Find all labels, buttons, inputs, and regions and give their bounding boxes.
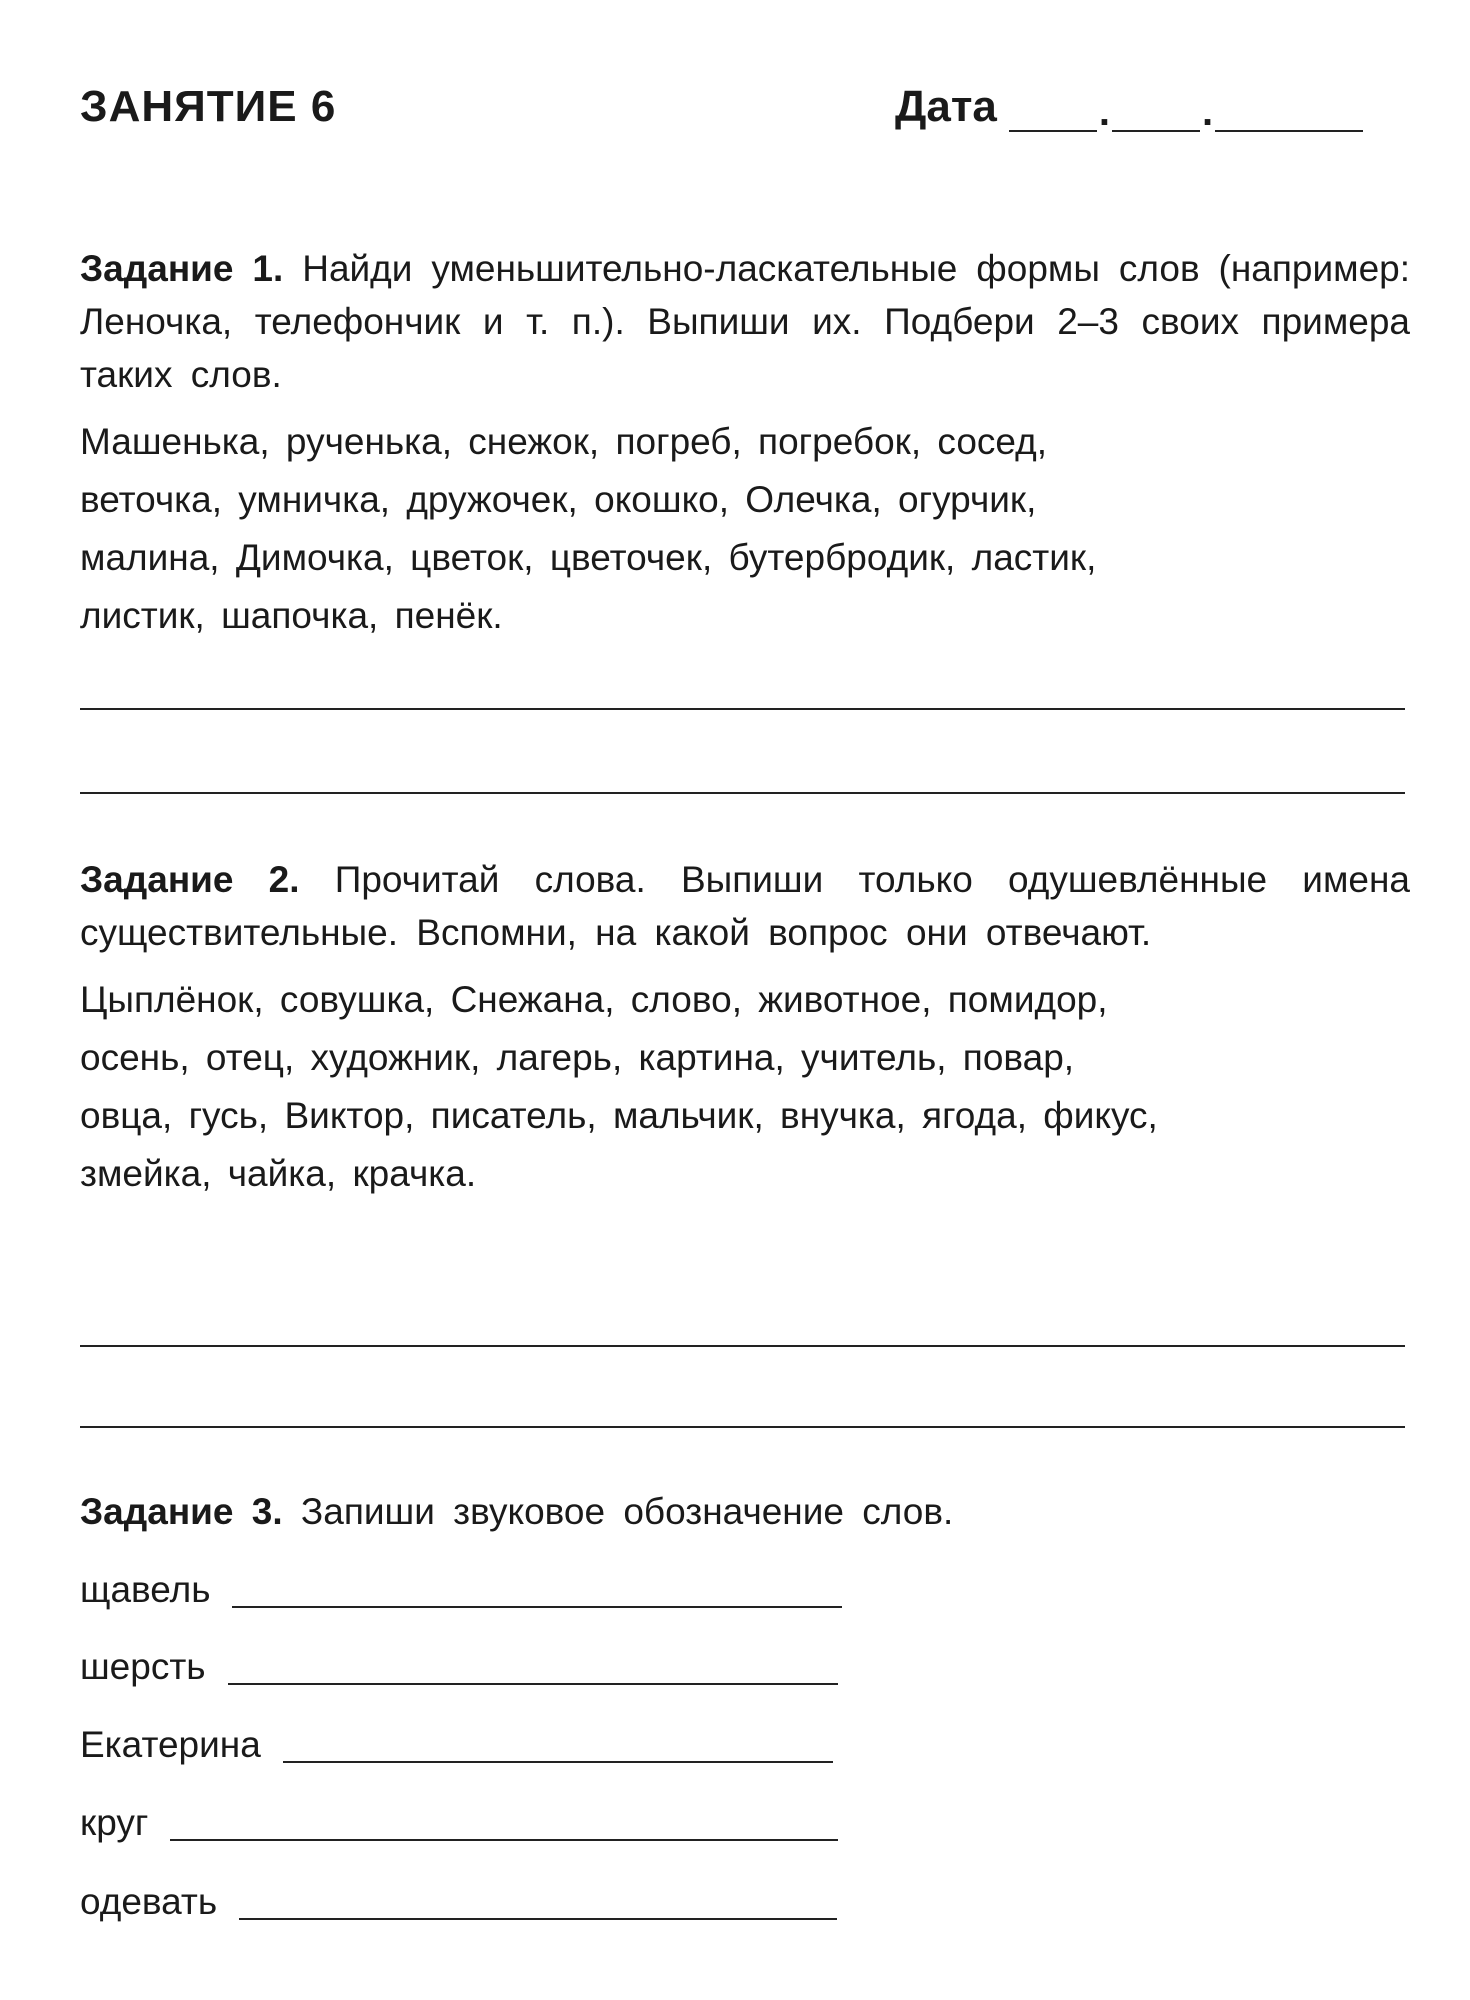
date-field: [895, 82, 1363, 132]
phonetic-word: Екатерина: [80, 1724, 261, 1765]
task-2: [80, 853, 1410, 1203]
phonetic-answer-blank[interactable]: [232, 1606, 842, 1608]
task-2-answer-line[interactable]: [80, 1426, 1405, 1428]
lesson-title: ЗАНЯТИЕ 6: [80, 82, 337, 131]
phonetic-word: щавель: [80, 1569, 211, 1610]
task-3-header: [80, 1485, 1410, 1538]
phonetic-row: [80, 1568, 842, 1612]
date-separator: .: [1201, 90, 1214, 134]
task-2-answer-line[interactable]: [80, 1345, 1405, 1347]
word-list-line: змейка, чайка, крачка.: [80, 1153, 477, 1194]
date-label: Дата: [895, 82, 997, 131]
task-2-instruction: Прочитай слова. Выпиши только одушевлённые имена существительные. Вспомни, на какой вопрос они отвечают.: [80, 859, 1410, 953]
task-1-answer-line[interactable]: [80, 792, 1405, 794]
date-day-blank[interactable]: [1009, 90, 1097, 132]
task-1-header: [80, 242, 1410, 401]
word-list-line: малина, Димочка, цветок, цветочек, бутербродик, ластик,: [80, 537, 1097, 578]
phonetic-row: [80, 1880, 837, 1924]
word-list-line: Машенька, рученька, снежок, погреб, погребок, сосед,: [80, 421, 1048, 462]
word-list-line: осень, отец, художник, лагерь, картина, учитель, повар,: [80, 1037, 1075, 1078]
word-list-line: овца, гусь, Виктор, писатель, мальчик, внучка, ягода, фикус,: [80, 1095, 1158, 1136]
word-list-line: Цыплёнок, совушка, Снежана, слово, животное, помидор,: [80, 979, 1108, 1020]
phonetic-answer-blank[interactable]: [170, 1839, 838, 1841]
task-1-answer-line[interactable]: [80, 708, 1405, 710]
date-month-blank[interactable]: [1112, 90, 1200, 132]
word-list-line: веточка, умничка, дружочек, окошко, Олечка, огурчик,: [80, 479, 1037, 520]
word-list-line: листик, шапочка, пенёк.: [80, 595, 503, 636]
phonetic-word: одевать: [80, 1881, 218, 1922]
task-3: [80, 1485, 1410, 1538]
phonetic-word: шерсть: [80, 1646, 206, 1687]
task-2-word-list: [80, 971, 1410, 1203]
task-2-label: Задание 2.: [80, 859, 300, 900]
date-year-blank[interactable]: [1215, 90, 1363, 132]
phonetic-answer-blank[interactable]: [239, 1918, 837, 1920]
date-separator: .: [1098, 90, 1110, 134]
task-2-header: [80, 853, 1410, 959]
phonetic-row: [80, 1723, 833, 1767]
task-1-instruction: Найди уменьшительно-ласкательные формы слов (например: Леночка, телефончик и т. п.). Выпиши их. Подбери 2–3 своих примера таких слов.: [80, 248, 1411, 395]
phonetic-word: круг: [80, 1802, 149, 1843]
phonetic-answer-blank[interactable]: [228, 1683, 838, 1685]
task-3-instruction: Запиши звуковое обозначение слов.: [300, 1491, 954, 1532]
task-3-label: Задание 3.: [80, 1491, 283, 1532]
task-1-label: Задание 1.: [80, 248, 284, 289]
phonetic-answer-blank[interactable]: [283, 1761, 833, 1763]
phonetic-row: [80, 1645, 838, 1689]
task-1: [80, 242, 1410, 645]
task-1-word-list: [80, 413, 1410, 645]
phonetic-row: [80, 1801, 838, 1845]
